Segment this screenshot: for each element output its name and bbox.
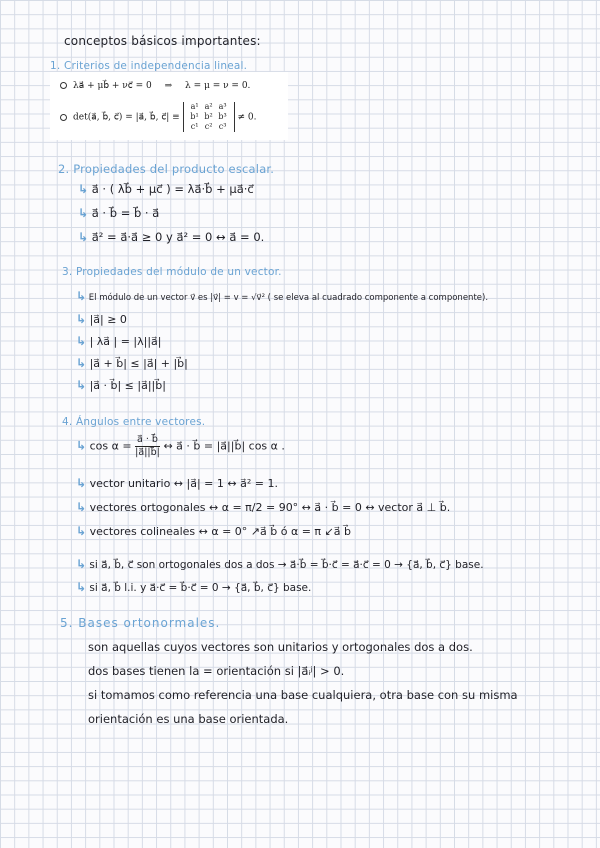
s2-item: ↳ a⃗² = a⃗·a⃗ ≥ 0 y a⃗² = 0 ↔ a⃗ = 0. bbox=[78, 230, 265, 244]
arrow-icon: ↳ bbox=[76, 312, 87, 326]
s5-line: son aquellas cuyos vectores son unitarios y ortogonales dos a dos. bbox=[88, 640, 473, 654]
criteria-row-2: det(a⃗, b⃗, c⃗) = |a⃗, b⃗, c⃗| ≡ a¹ a² a³ b¹ b² b³ c¹ c² c³ ≠ 0. bbox=[60, 102, 256, 132]
bullet-icon bbox=[60, 114, 67, 121]
s4-item: ↳ si a⃗, b⃗ l.i. y a⃗·c⃗ = b⃗·c⃗ = 0 → {a⃗, b⃗, c⃗} base. bbox=[76, 580, 312, 594]
cos-fraction: $\frac{a⃗ \cdot b⃗}{|a⃗||b⃗|}$ bbox=[135, 434, 160, 458]
s3-item: ↳ | λa⃗ | = |λ||a⃗| bbox=[76, 334, 162, 348]
arrow-icon: ↳ bbox=[76, 289, 87, 303]
section-5-heading: 5. Bases ortonormales. bbox=[60, 616, 221, 630]
s3-item: ↳ |a⃗ + b⃗| ≤ |a⃗| + |b⃗| bbox=[76, 356, 188, 370]
arrow-icon: ↳ bbox=[76, 438, 87, 453]
arrow-icon: ↳ bbox=[78, 182, 89, 196]
criteria-row-1: λa⃗ + μb⃗ + νc⃗ = 0 ⇒ λ = μ = ν = 0. bbox=[60, 81, 250, 91]
s5-line: orientación es una base orientada. bbox=[88, 712, 289, 726]
s2-item: ↳ a⃗ · ( λb⃗ + μc⃗ ) = λa⃗·b⃗ + μa⃗·c⃗ bbox=[78, 182, 254, 196]
determinant-matrix: a¹ a² a³ b¹ b² b³ c¹ c² c³ bbox=[183, 102, 235, 132]
criteria-card bbox=[50, 72, 288, 140]
arrow-icon: ↳ bbox=[76, 557, 87, 571]
s4-item: ↳ vectores colineales ↔ α = 0° ↗a⃗ b⃗ ó α = π ↙a⃗ b⃗ bbox=[76, 524, 351, 538]
s3-item: ↳ El módulo de un vector v⃗ es |v⃗| = v = √v⃗² ( se eleva al cuadrado componente a componente). bbox=[76, 289, 489, 303]
arrow-icon: ↳ bbox=[76, 476, 87, 490]
section-4-heading: 4. Ángulos entre vectores. bbox=[62, 416, 206, 428]
s2-item: ↳ a⃗ · b⃗ = b⃗ · a⃗ bbox=[78, 206, 160, 220]
s4-item: ↳ si a⃗, b⃗, c⃗ son ortogonales dos a dos → a⃗·b⃗ = b⃗·c⃗ = a⃗·c⃗ = 0 → {a⃗, b⃗, c⃗} base. bbox=[76, 557, 484, 571]
arrow-icon: ↳ bbox=[76, 378, 87, 392]
s3-item: ↳ |a⃗| ≥ 0 bbox=[76, 312, 127, 326]
arrow-icon: ↳ bbox=[76, 500, 87, 514]
section-2-heading: 2. Propiedades del producto escalar. bbox=[58, 162, 275, 176]
section-3-heading: 3. Propiedades del módulo de un vector. bbox=[62, 266, 282, 278]
s4-item: ↳ vectores ortogonales ↔ α = π/2 = 90° ↔ a⃗ · b⃗ = 0 ↔ vector a⃗ ⊥ b⃗. bbox=[76, 500, 451, 514]
arrow-icon: ↳ bbox=[76, 524, 87, 538]
arrow-icon: ↳ bbox=[76, 580, 87, 594]
s5-line: si tomamos como referencia una base cualquiera, otra base con su misma bbox=[88, 688, 518, 702]
section-1-heading: 1. Criterios de independencia lineal. bbox=[50, 60, 248, 72]
s4-cos-formula: ↳ cos α = $\frac{a⃗ \cdot b⃗}{|a⃗||b⃗|}$ ↔ a⃗ · b⃗ = |a⃗||b⃗| cos α . bbox=[76, 434, 285, 458]
page-title: conceptos básicos importantes: bbox=[64, 34, 261, 48]
arrow-icon: ↳ bbox=[78, 206, 89, 220]
s4-item: ↳ vector unitario ↔ |a⃗| = 1 ↔ a⃗² = 1. bbox=[76, 476, 278, 490]
arrow-icon: ↳ bbox=[76, 356, 87, 370]
bullet-icon bbox=[60, 82, 67, 89]
s5-line: dos bases tienen la = orientación si |a⃗ᵢʲ| > 0. bbox=[88, 664, 345, 678]
arrow-icon: ↳ bbox=[78, 230, 89, 244]
arrow-icon: ↳ bbox=[76, 334, 87, 348]
s3-item: ↳ |a⃗ · b⃗| ≤ |a⃗||b⃗| bbox=[76, 378, 166, 392]
